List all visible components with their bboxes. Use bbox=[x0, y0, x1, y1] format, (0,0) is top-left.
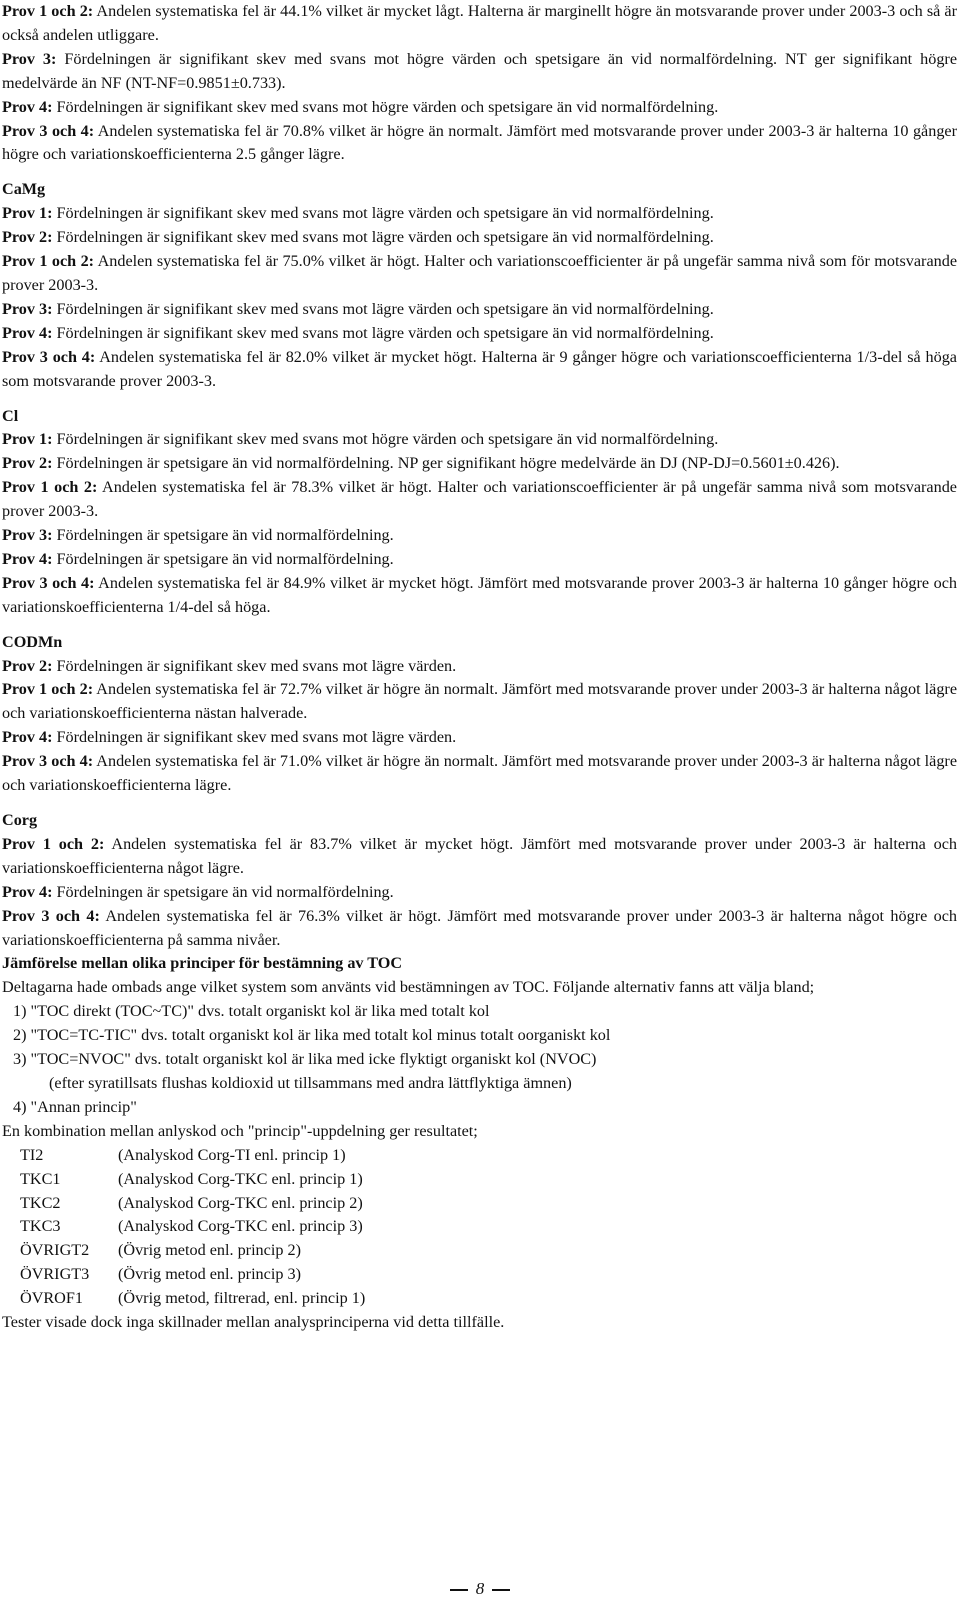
result-text: Fördelningen är signifikant skev med svans mot lägre värden och spetsigare än vid normalfördelning. bbox=[52, 228, 714, 247]
section-spacer bbox=[2, 167, 957, 178]
result-text: Fördelningen är signifikant skev med svans mot högre värden och spetsigare än vid normalfördelning. bbox=[52, 97, 719, 116]
result-paragraph bbox=[2, 572, 957, 620]
toc-code-list bbox=[2, 1144, 957, 1311]
sample-label: Prov 3 och 4: bbox=[2, 347, 96, 366]
parameter-section bbox=[2, 631, 957, 798]
toc-code-row bbox=[2, 1168, 957, 1192]
sample-label: Prov 2: bbox=[2, 454, 53, 473]
result-text: Fördelningen är spetsigare än vid normalfördelning. bbox=[52, 526, 394, 545]
sample-label: Prov 3: bbox=[2, 526, 53, 545]
sample-label: Prov 3 och 4: bbox=[2, 121, 95, 140]
sample-label: Prov 4: bbox=[2, 97, 53, 116]
toc-code: TI2 bbox=[20, 1145, 44, 1164]
result-paragraph bbox=[2, 298, 957, 322]
result-text: Andelen systematiska fel är 44.1% vilket är mycket lågt. Halterna är marginellt högre än motsvarande prover under 2003-3 och så är också andelen utliggare. bbox=[2, 2, 957, 44]
page-number: 8 bbox=[475, 1579, 485, 1598]
toc-code: TKC1 bbox=[20, 1169, 61, 1188]
result-paragraph bbox=[2, 120, 957, 168]
toc-code: ÖVRIGT3 bbox=[20, 1265, 90, 1284]
result-text: Andelen systematiska fel är 71.0% vilket är högre än normalt. Jämfört med motsvarande prover under 2003-3 är halterna något lägre och variationskoefficienterna lägre. bbox=[2, 752, 958, 795]
toc-option: 4) "Annan princip" bbox=[13, 1097, 137, 1116]
toc-conclusion: Tester visade dock inga skillnader mellan analysprinciperna vid detta tillfälle. bbox=[2, 1313, 505, 1332]
result-text: Andelen systematiska fel är 76.3% vilket är högt. Jämfört med motsvarande prover under 2003-3 är halterna något högre och variationskoefficienterna på samma nivåer. bbox=[2, 906, 957, 949]
toc-code: ÖVRIGT2 bbox=[20, 1241, 90, 1260]
toc-intro: Deltagarna hade ombads ange vilket system som använts vid bestämningen av TOC. Följande alternativ fanns att välja bland; bbox=[2, 978, 815, 997]
toc-option: 3) "TOC=NVOC" dvs. totalt organiskt kol är lika med icke flyktigt organiskt kol (NVOC) bbox=[13, 1050, 597, 1069]
toc-options-list bbox=[2, 1000, 957, 1120]
result-paragraph bbox=[2, 524, 957, 548]
toc-code-row bbox=[2, 1144, 957, 1168]
sample-label: Prov 4: bbox=[2, 549, 53, 568]
result-text: Andelen systematiska fel är 78.3% vilket är högt. Halter och variationscoefficienter är på ungefär samma nivå som motsvarande prover 2003-3. bbox=[2, 478, 957, 521]
result-paragraph bbox=[2, 250, 957, 298]
toc-code: TKC3 bbox=[20, 1217, 61, 1236]
parameter-heading: Cl bbox=[2, 406, 19, 425]
toc-code-row bbox=[2, 1239, 957, 1263]
result-paragraph bbox=[2, 428, 957, 452]
result-text: Fördelningen är signifikant skev med svans mot lägre värden. bbox=[52, 728, 457, 747]
sample-label: Prov 1: bbox=[2, 430, 53, 449]
sample-label: Prov 1: bbox=[2, 204, 53, 223]
result-text: Andelen systematiska fel är 75.0% vilket är högt. Halter och variationscoefficienter är på ungefär samma nivå som för motsvarande prover 2003-3. bbox=[2, 252, 958, 294]
result-paragraph bbox=[2, 726, 957, 750]
sample-label: Prov 2: bbox=[2, 656, 53, 675]
result-paragraph bbox=[2, 548, 957, 572]
sample-label: Prov 1 och 2: bbox=[2, 252, 95, 271]
parameter-section bbox=[2, 178, 957, 393]
result-text: Fördelningen är spetsigare än vid normalfördelning. NP ger signifikant högre medelvärde än DJ (NP-DJ=0.5601±0.426). bbox=[52, 454, 840, 473]
result-paragraph bbox=[2, 678, 957, 726]
toc-code-description: (Analyskod Corg-TKC enl. princip 3) bbox=[118, 1217, 363, 1236]
sections-block bbox=[2, 167, 957, 952]
sample-label: Prov 3: bbox=[2, 49, 57, 68]
result-text: Fördelningen är signifikant skev med svans mot lägre värden och spetsigare än vid normalfördelning. bbox=[52, 323, 714, 342]
toc-code-description: (Analyskod Corg-TI enl. princip 1) bbox=[118, 1145, 346, 1164]
result-paragraph bbox=[2, 226, 957, 250]
result-text: Andelen systematiska fel är 72.7% vilket är högre än normalt. Jämfört med motsvarande prover under 2003-3 är halterna något lägre och variationskoefficienterna nästan halverade. bbox=[2, 680, 958, 723]
sample-label: Prov 4: bbox=[2, 323, 53, 342]
toc-code: TKC2 bbox=[20, 1193, 61, 1212]
result-paragraph bbox=[2, 322, 957, 346]
document-page bbox=[2, 0, 957, 1335]
result-text: Fördelningen är signifikant skev med svans mot lägre värden och spetsigare än vid normalfördelning. bbox=[52, 204, 714, 223]
result-text: Fördelningen är spetsigare än vid normalfördelning. bbox=[52, 549, 394, 568]
toc-code-row bbox=[2, 1287, 957, 1311]
toc-option-note: (efter syratillsats flushas koldioxid ut tillsammans med andra lättflyktiga ämnen) bbox=[49, 1073, 572, 1092]
toc-code-row bbox=[2, 1263, 957, 1287]
page-footer bbox=[0, 1578, 960, 1600]
result-paragraph bbox=[2, 48, 957, 96]
result-text: Fördelningen är signifikant skev med svans mot lägre värden och spetsigare än vid normalfördelning. bbox=[52, 299, 714, 318]
toc-code-description: (Övrig metod, filtrerad, enl. princip 1) bbox=[118, 1289, 366, 1308]
result-text: Fördelningen är signifikant skev med svans mot högre värden och spetsigare än vid normalfördelning. NT ger signifikant högre medelvärde än NF (NT-NF=0.9851±0.733). bbox=[2, 49, 957, 92]
section-spacer bbox=[2, 394, 957, 405]
result-paragraph bbox=[2, 905, 957, 953]
result-text: Andelen systematiska fel är 82.0% vilket är mycket högt. Halterna är 9 gånger högre och variationscoefficienterna 1/3-del så höga som motsvarande prover 2003-3. bbox=[2, 347, 957, 390]
result-paragraph bbox=[2, 202, 957, 226]
toc-code-description: (Övrig metod enl. princip 2) bbox=[118, 1241, 301, 1260]
intro-block bbox=[2, 0, 957, 167]
toc-code-description: (Analyskod Corg-TKC enl. princip 2) bbox=[118, 1193, 363, 1212]
sample-label: Prov 3 och 4: bbox=[2, 752, 94, 771]
result-text: Andelen systematiska fel är 83.7% vilket är mycket högt. Jämfört med motsvarande prover under 2003-3 är halterna och variationskoefficienterna något lägre. bbox=[2, 834, 958, 877]
result-paragraph bbox=[2, 0, 957, 48]
toc-code: ÖVROF1 bbox=[20, 1289, 83, 1308]
footer-dash-left bbox=[450, 1589, 468, 1590]
sample-label: Prov 3 och 4: bbox=[2, 573, 95, 592]
parameter-heading: CaMg bbox=[2, 180, 46, 199]
result-paragraph bbox=[2, 96, 957, 120]
toc-code-row bbox=[2, 1215, 957, 1239]
sample-label: Prov 1 och 2: bbox=[2, 2, 94, 20]
result-paragraph bbox=[2, 750, 957, 798]
toc-combo-intro: En kombination mellan anlyskod och "princip"-uppdelning ger resultatet; bbox=[2, 1121, 478, 1140]
sample-label: Prov 1 och 2: bbox=[2, 478, 98, 497]
toc-heading: Jämförelse mellan olika principer för bestämning av TOC bbox=[2, 954, 403, 973]
result-text: Fördelningen är signifikant skev med svans mot högre värden och spetsigare än vid normalfördelning. bbox=[52, 430, 719, 449]
parameter-section bbox=[2, 809, 957, 952]
sample-label: Prov 1 och 2: bbox=[2, 834, 105, 853]
toc-option: 1) "TOC direkt (TOC~TC)" dvs. totalt organiskt kol är lika med totalt kol bbox=[13, 1002, 490, 1021]
result-paragraph bbox=[2, 452, 957, 476]
sample-label: Prov 1 och 2: bbox=[2, 680, 94, 699]
result-paragraph bbox=[2, 655, 957, 679]
section-spacer bbox=[2, 620, 957, 631]
sample-label: Prov 4: bbox=[2, 728, 53, 747]
result-text: Fördelningen är spetsigare än vid normalfördelning. bbox=[52, 882, 394, 901]
toc-comparison-section bbox=[2, 952, 957, 1335]
toc-option: 2) "TOC=TC-TIC" dvs. totalt organiskt kol är lika med totalt kol minus totalt oorganiskt kol bbox=[13, 1026, 611, 1045]
toc-code-description: (Analyskod Corg-TKC enl. princip 1) bbox=[118, 1169, 363, 1188]
result-paragraph bbox=[2, 346, 957, 394]
sample-label: Prov 2: bbox=[2, 228, 53, 247]
result-paragraph bbox=[2, 476, 957, 524]
footer-dash-right bbox=[492, 1589, 510, 1590]
parameter-section bbox=[2, 405, 957, 620]
result-text: Andelen systematiska fel är 84.9% vilket är mycket högt. Jämfört med motsvarande prover 2003-3 är halterna 10 gånger högre och variationskoefficienterna 1/4-del så höga. bbox=[2, 573, 958, 616]
result-paragraph bbox=[2, 881, 957, 905]
toc-code-row bbox=[2, 1192, 957, 1216]
sample-label: Prov 3: bbox=[2, 299, 53, 318]
sample-label: Prov 3 och 4: bbox=[2, 906, 100, 925]
result-paragraph bbox=[2, 833, 957, 881]
toc-code-description: (Övrig metod enl. princip 3) bbox=[118, 1265, 301, 1284]
sample-label: Prov 4: bbox=[2, 882, 53, 901]
parameter-heading: CODMn bbox=[2, 632, 63, 651]
parameter-heading: Corg bbox=[2, 811, 38, 829]
section-spacer bbox=[2, 798, 957, 809]
result-text: Andelen systematiska fel är 70.8% vilket är högre än normalt. Jämfört med motsvarande prover under 2003-3 är halterna 10 gånger högre och variationskoefficienterna 2.5 gånger lägre. bbox=[2, 121, 957, 164]
result-text: Fördelningen är signifikant skev med svans mot lägre värden. bbox=[52, 656, 457, 675]
